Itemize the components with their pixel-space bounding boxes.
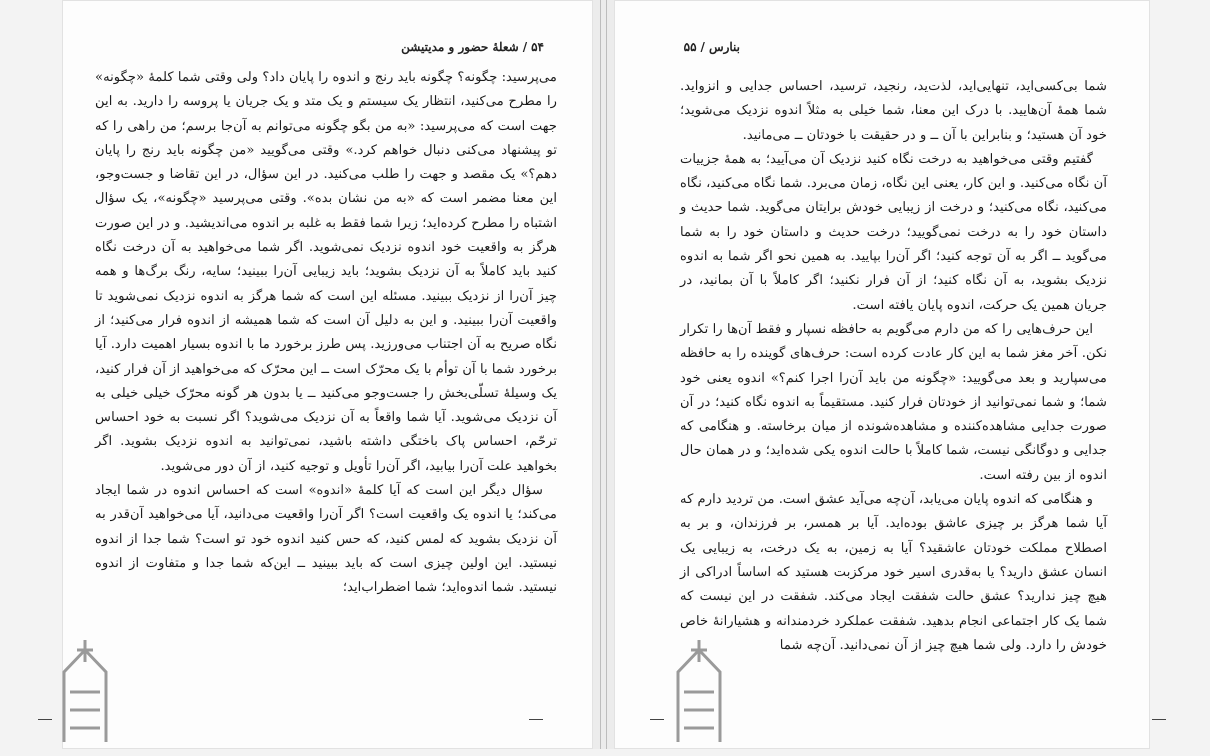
trim-mark	[529, 719, 543, 720]
left-header-separator: /	[522, 40, 528, 54]
trim-mark	[650, 719, 664, 720]
spine-gutter	[593, 0, 614, 749]
right-paragraph-4: و هنگامی که اندوه پایان می‌یابد، آن‌چه می‌آید عشق است. من تردید دارم که آیا شما هرگز بر چیزی عاشق بوده‌اید. آیا بر همسر، بر فرزندان، و بر به اصطلاح مملکت خودتان عاشقید؟ آیا به زمین، به یک درخت، به زیبایی یک انسان عشق دارید؟ یا به‌قدری اسیر خود مرکزبت هستید که اساساً ادراکی از هیچ چیز ندارید؟ عشق حالت شفقت ایجاد می‌کند. شفقت در این نیست که شما یک کار اجتماعی انجام بدهید. شفقت عملکرد خردمندانه و هشیارانهٔ خاص خودش را دارد. ولی شما هیچ چیز از آن نمی‌دانید. آن‌چه شما	[680, 492, 1107, 653]
right-header-separator: /	[700, 40, 705, 54]
right-page	[614, 0, 1150, 749]
left-page	[62, 0, 593, 749]
left-paragraph-1: می‌پرسید: چگونه؟ چگونه باید رنج و اندوه را پایان داد؟ ولی وقتی شما کلمهٔ «چگونه» را مطرح می‌کنید، انتظار یک سیستم و یک متد و یک جریان یا پروسه را دارید. به این جهت است که می‌پرسید: «به من بگو چگونه می‌توانم به آن‌جا برسم؛ من راهی را که تو پیشنهاد می‌کنی دنبال خواهم کرد.» وقتی می‌گویید «من چگونه باید رنج را پایان دهم؟» یک مقصد و جهت را طلب می‌کنید. در این سؤال، در این تقاضا و جست‌وجو، این معنا مضمر است که «به من نشان بده». وقتی می‌پرسید «چگونه»، یک سؤال اشتباه را مطرح کرده‌اید؛ زیرا شما فقط به غلبه بر اندوه می‌اندیشید. و در این صورت هرگز به واقعیت خود اندوه نزدیک نمی‌شوید. اگر شما می‌خواهید به آن درخت نگاه کنید باید کاملاً به آن نزدیک بشوید؛ باید زیبایی آن‌را ببینید؛ سایه، رنگ برگ‌ها و همه چیز آن‌را از نزدیک ببینید. مسئله این است که شما هرگز به اندوه نزدیک نمی‌شوید تا واقعیت آن‌را ببینید. و این به دلیل آن است که شما همیشه از اندوه فرار می‌کنید؛ از نگاه صریح به آن اجتناب می‌ورزید. پس طرز برخورد ما با اندوه بسیار اهمیت دارد. آیا برخورد شما با آن توأم با یک محرّک است ــ این محرّک که می‌خواهید از آن فرار کنید، یک وسیلهٔ تسلّی‌بخش را جست‌وجو می‌کنید ــ یا بدون هر گونه محرّک خیلی خیلی به آن نزدیک می‌شوید. آیا شما واقعاً به آن نزدیک می‌شوید؟ اگر نسبت به خود احساس ترحّم، احساس پاک باختگی داشته باشید، نمی‌توانید به اندوه نزدیک بشوید. اگر بخواهید علت آن‌را بیابید، اگر آن‌را تأویل و توجیه کنید، از آن دور می‌شوید.	[95, 70, 557, 474]
right-page-number: ۵۵	[683, 40, 697, 54]
right-paragraph-1: شما بی‌کسی‌اید، تنهایی‌اید، لذت‌ید، رنجید، ترسید، احساس جدایی و انزواید. شما همهٔ آن‌هایید. با درک این معنا، شما خیلی به مثلاً اندوه نزدیک می‌شوید؛ خود آن هستید؛ و بنابراین با آن ــ و در حقیقت با خودتان ــ می‌مانید.	[680, 79, 1107, 143]
right-page-header	[684, 40, 740, 54]
left-page-header	[401, 40, 544, 54]
right-paragraph-3: این حرف‌هایی را که من دارم می‌گویم به حافظه نسپار و فقط آن‌ها را تکرار نکن. آخر مغز شما به این کار عادت کرده است: حرف‌های گوینده را به حافظه می‌سپارید و بعد می‌گویید: «چگونه من باید آن‌را اجرا کنم؟» اندوه یعنی خود شما؛ و شما نمی‌توانید از خودتان فرار کنید. مستقیماً به اندوه نگاه کنید؛ در آن صورت جدایی مشاهده‌کننده و مشاهده‌شونده از میان برخاسته. و هنگامی که جدایی و دوگانگی نیست، شما کاملاً با حالت اندوه یکی شده‌اید؛ و در همان حال اندوه از بین رفته است.	[680, 321, 1107, 483]
left-page-running-title: شعلهٔ حضور و مدیتیشن	[401, 40, 519, 54]
left-page-number: ۵۴	[531, 40, 544, 54]
left-paragraph-2: سؤال دیگر این است که آیا کلمهٔ «اندوه» است که احساس اندوه در شما ایجاد می‌کند؛ یا اندوه یک واقعیت است؟ اگر آن‌را واقعیت می‌دانید، آیا می‌خواهید آن‌قدر به آن نزدیک بشوید که لمس کنید، که حس کنید اندوه خود تو است؟ شما جدا از اندوه نیستید. این اولین چیزی است که باید ببینید ــ این‌که شما جدا و متفاوت از اندوه نیستید. شما اندوه‌اید؛ شما اضطراب‌اید؛	[95, 483, 557, 596]
library-stamp-icon	[50, 632, 120, 752]
right-page-body	[680, 75, 1107, 658]
trim-mark	[1152, 719, 1166, 720]
trim-mark	[38, 719, 52, 720]
library-stamp-icon	[664, 632, 734, 752]
right-page-running-title: بنارس	[708, 40, 740, 54]
right-paragraph-2: گفتیم وقتی می‌خواهید به درخت نگاه کنید نزدیک آن می‌آیید؛ به همهٔ جزییات آن نگاه می‌کنید. و این کار، یعنی این نگاه، زمان می‌برد. شما نگاه می‌کنید، نگاه می‌کنید، نگاه می‌کنید؛ و درخت از زیبایی خودش برایتان می‌گوید. شما حدیث و داستان خود را به درخت نمی‌گویید؛ درخت حدیث و داستان خود را به شما می‌گوید ــ اگر به آن توجه کنید؛ اگر آن‌را بپایید. به همین نحو اگر شما به اندوه نزدیک بشوید، به آن نگاه کنید؛ از آن فرار نکنید؛ اگر کاملاً با آن بمانید، در جریان همین یک حرکت، اندوه پایان یافته است.	[680, 151, 1107, 313]
left-page-body	[95, 66, 557, 601]
